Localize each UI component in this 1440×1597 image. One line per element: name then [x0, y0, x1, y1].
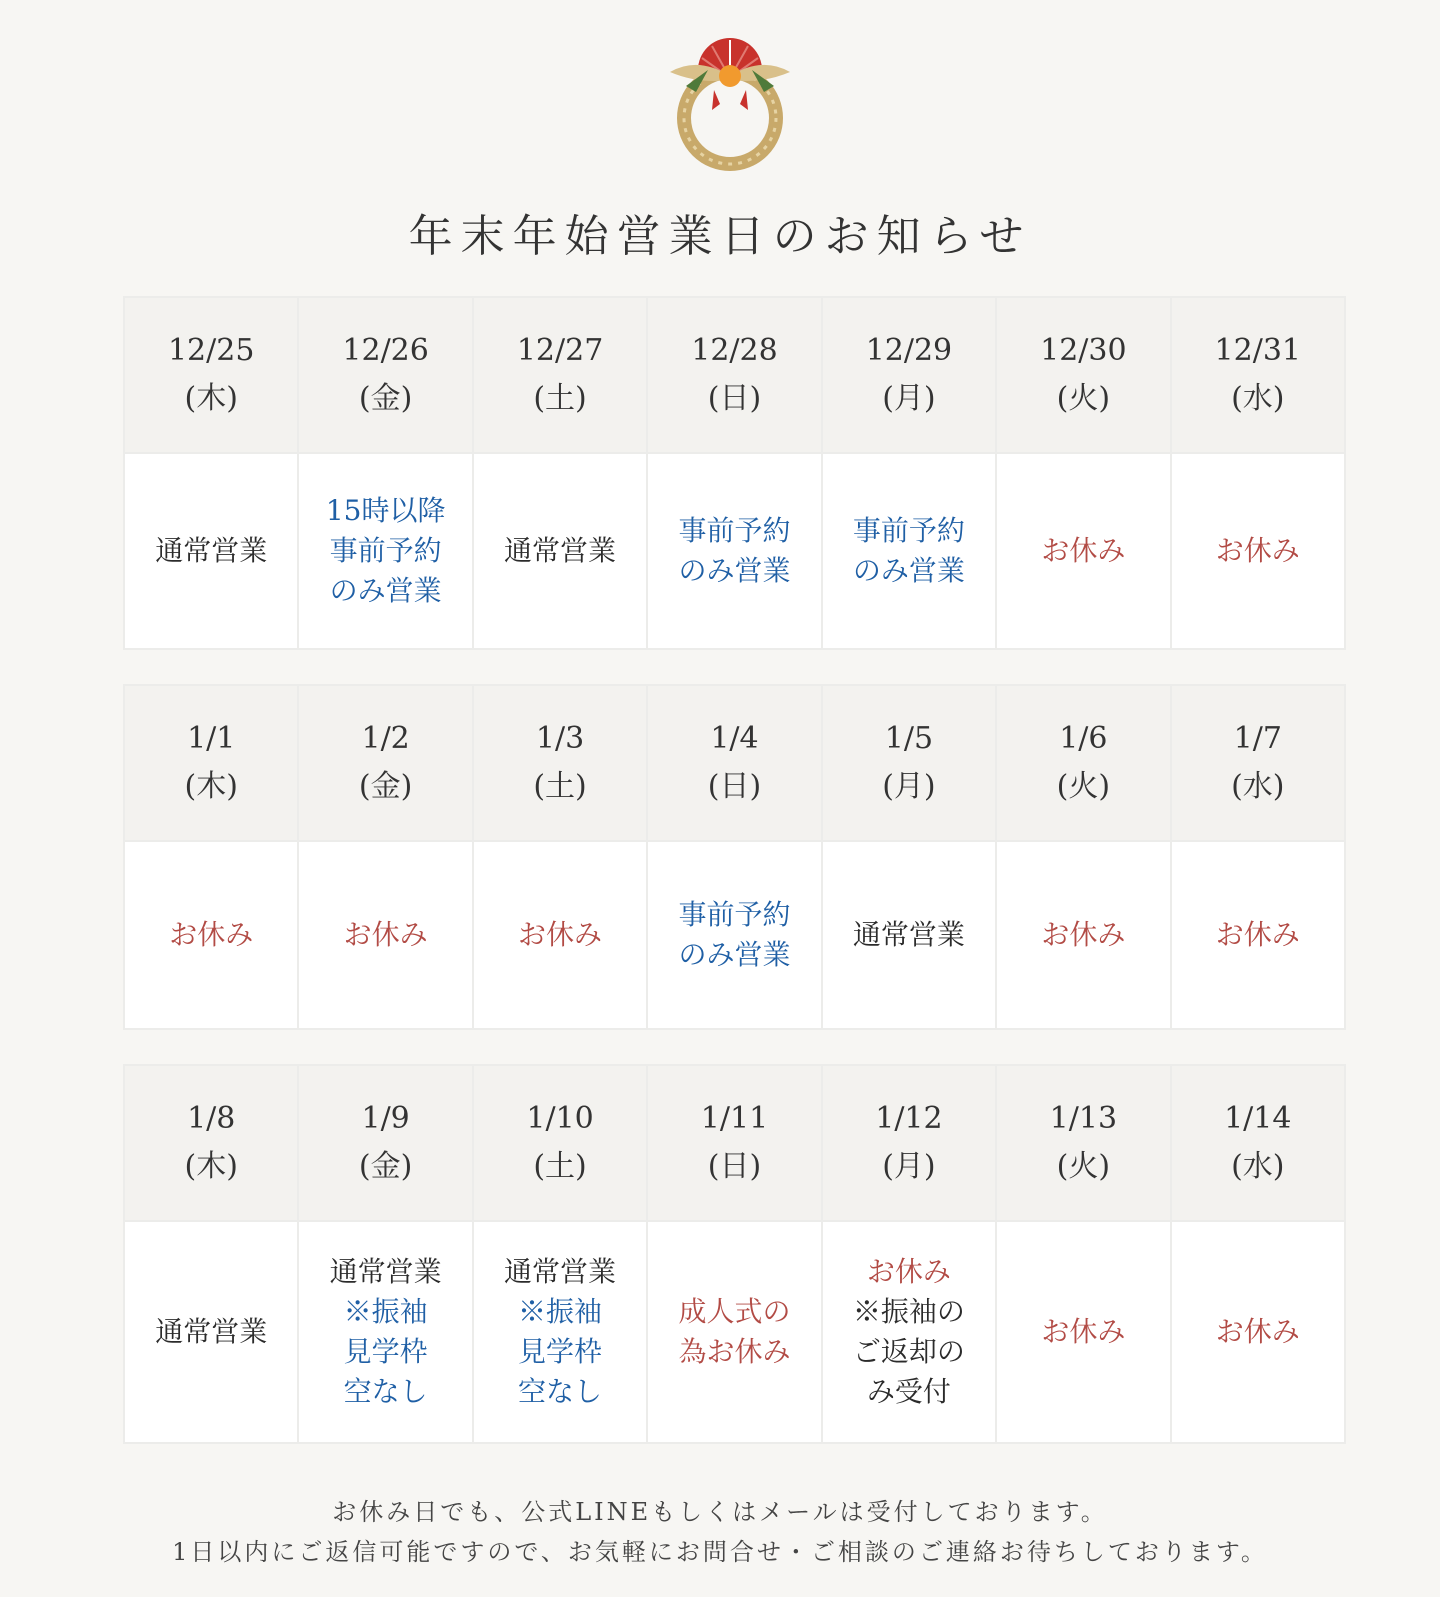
status-cell	[648, 1222, 820, 1442]
status-text: 事前予約	[329, 534, 442, 567]
status-text: 事前予約	[852, 514, 965, 547]
page-title: 年末年始営業日のお知らせ	[408, 211, 1032, 262]
date-header	[997, 1066, 1169, 1220]
status-text: お休み	[169, 918, 254, 951]
weekday-label: (木)	[184, 381, 238, 416]
date-header	[823, 686, 995, 840]
status-text: 通常営業	[329, 1255, 442, 1288]
date-header	[997, 298, 1169, 452]
weekday-label: (金)	[358, 769, 413, 804]
weekday-label: (水)	[1231, 381, 1285, 416]
date-header	[1172, 1066, 1344, 1220]
status-text: お休み	[1041, 534, 1126, 567]
status-text: 事前予約	[678, 898, 791, 931]
date-label: 1/4	[710, 721, 759, 756]
date-header	[823, 298, 995, 452]
status-text: 15時以降	[325, 494, 446, 527]
date-label: 1/13	[1049, 1101, 1118, 1136]
date-label: 12/25	[167, 333, 255, 368]
status-text: ※振袖の	[852, 1295, 965, 1328]
weekday-label: (土)	[533, 1149, 587, 1184]
status-cell	[125, 842, 297, 1028]
status-cell	[299, 454, 471, 648]
status-text: お休み	[1041, 1315, 1126, 1348]
status-cell	[648, 842, 820, 1028]
status-text: 通常営業	[504, 534, 617, 567]
date-label: 1/3	[535, 721, 585, 756]
weekday-label: (金)	[358, 1149, 413, 1184]
date-header	[474, 298, 646, 452]
date-header	[1172, 298, 1344, 452]
status-cell	[997, 842, 1169, 1028]
date-header	[299, 298, 471, 452]
weekday-label: (水)	[1231, 769, 1285, 804]
status-text: お休み	[1215, 534, 1300, 567]
weekday-label: (火)	[1056, 381, 1111, 416]
date-header	[125, 298, 297, 452]
date-label: 12/30	[1040, 333, 1127, 368]
date-label: 1/6	[1059, 721, 1108, 756]
status-text: ※振袖	[518, 1295, 603, 1328]
status-text: お休み	[1215, 1315, 1300, 1348]
weekday-label: (月)	[882, 1149, 936, 1184]
date-label: 1/14	[1224, 1101, 1292, 1136]
status-text: お休み	[1215, 918, 1300, 951]
status-cell	[299, 842, 471, 1028]
weekday-label: (木)	[184, 1149, 238, 1184]
week-table-3	[123, 1064, 1346, 1444]
date-label: 1/8	[187, 1101, 236, 1136]
weekday-label: (月)	[882, 769, 936, 804]
date-label: 1/7	[1233, 721, 1282, 756]
status-text: お休み	[343, 918, 428, 951]
week-table-1	[123, 296, 1346, 650]
weekday-label: (金)	[358, 381, 413, 416]
status-text: 成人式の	[678, 1295, 791, 1328]
footer-line-2: 1日以内にご返信可能ですので、お気軽にお問合せ・ご相談のご連絡お待ちしております。	[172, 1538, 1268, 1566]
date-header	[648, 686, 820, 840]
status-cell	[1172, 842, 1344, 1028]
date-header	[823, 1066, 995, 1220]
status-cell	[474, 842, 646, 1028]
status-text: のみ営業	[678, 554, 791, 587]
date-label: 1/12	[875, 1101, 943, 1136]
week-table-2	[123, 684, 1346, 1030]
date-label: 12/29	[865, 333, 953, 368]
date-header	[125, 1066, 297, 1220]
status-text: 事前予約	[678, 514, 791, 547]
date-label: 12/27	[516, 333, 604, 368]
status-cell	[474, 454, 646, 648]
date-header	[997, 686, 1169, 840]
shimekazari-wreath-icon	[668, 26, 792, 176]
status-text: のみ営業	[329, 574, 442, 607]
weekday-label: (日)	[707, 1149, 762, 1184]
status-cell	[474, 1222, 646, 1442]
date-label: 1/11	[700, 1101, 769, 1136]
date-header	[1172, 686, 1344, 840]
status-cell	[823, 454, 995, 648]
status-cell	[125, 1222, 297, 1442]
status-text: 見学枠	[343, 1335, 428, 1368]
status-cell	[823, 1222, 995, 1442]
status-text: のみ営業	[678, 938, 791, 971]
date-header	[474, 686, 646, 840]
status-text: 為お休み	[678, 1335, 791, 1368]
status-cell	[299, 1222, 471, 1442]
date-label: 12/31	[1214, 333, 1302, 368]
status-text: のみ営業	[852, 554, 965, 587]
date-header	[648, 298, 820, 452]
status-cell	[648, 454, 820, 648]
weekday-label: (火)	[1056, 769, 1111, 804]
status-text: お休み	[518, 918, 603, 951]
status-text: 通常営業	[155, 534, 268, 567]
status-text: み受付	[866, 1375, 951, 1408]
date-header	[299, 1066, 471, 1220]
weekday-label: (土)	[533, 769, 587, 804]
date-label: 12/26	[342, 333, 429, 368]
weekday-label: (土)	[533, 381, 587, 416]
date-header	[648, 1066, 820, 1220]
weekday-label: (火)	[1056, 1149, 1111, 1184]
status-cell	[997, 1222, 1169, 1442]
status-text: 見学枠	[518, 1335, 603, 1368]
status-text: ご返却の	[852, 1335, 965, 1368]
status-text: 空なし	[518, 1375, 603, 1408]
date-label: 1/2	[361, 721, 410, 756]
weekday-label: (日)	[707, 769, 762, 804]
date-header	[125, 686, 297, 840]
status-cell	[823, 842, 995, 1028]
status-cell	[125, 454, 297, 648]
weekday-label: (月)	[882, 381, 936, 416]
status-text: 通常営業	[155, 1315, 268, 1348]
weekday-label: (日)	[707, 381, 762, 416]
weekday-label: (水)	[1231, 1149, 1285, 1184]
date-header	[474, 1066, 646, 1220]
status-text: ※振袖	[343, 1295, 428, 1328]
date-label: 1/9	[361, 1101, 410, 1136]
status-text: お休み	[1041, 918, 1126, 951]
status-text: 空なし	[343, 1375, 428, 1408]
status-text: 通常営業	[504, 1255, 617, 1288]
date-label: 1/5	[884, 721, 934, 756]
date-label: 12/28	[691, 333, 778, 368]
status-cell	[1172, 454, 1344, 648]
date-header	[299, 686, 471, 840]
status-cell	[1172, 1222, 1344, 1442]
status-text: お休み	[866, 1255, 951, 1288]
status-cell	[997, 454, 1169, 648]
weekday-label: (木)	[184, 769, 238, 804]
date-label: 1/1	[187, 721, 236, 756]
status-text: 通常営業	[852, 918, 965, 951]
date-label: 1/10	[526, 1101, 594, 1136]
footer-note	[0, 1492, 1440, 1572]
footer-line-1: お休み日でも、公式LINEもしくはメールは受付しております。	[332, 1498, 1108, 1526]
